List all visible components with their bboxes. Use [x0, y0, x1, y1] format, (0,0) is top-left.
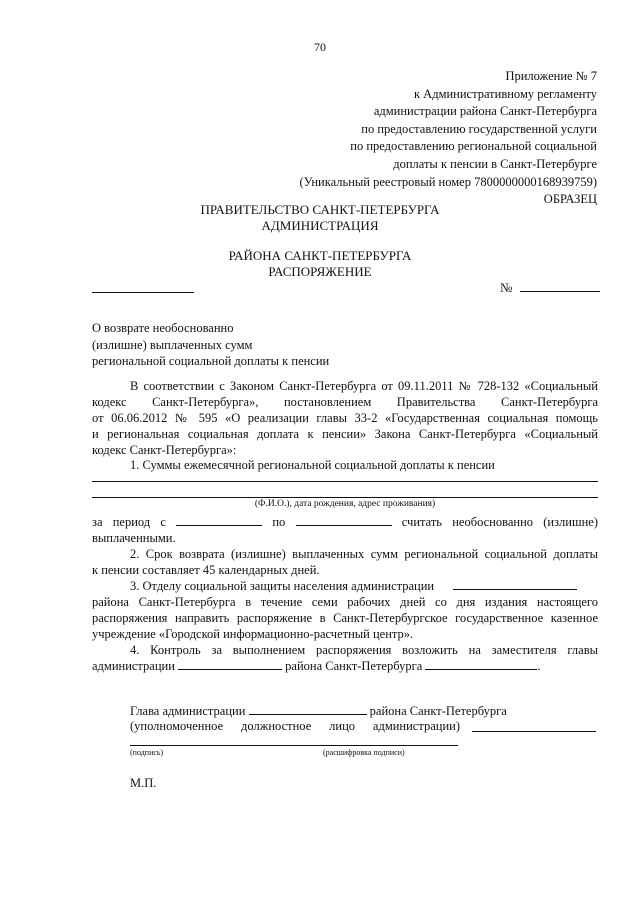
- authorized-person: (уполномоченное должностное лицо администрации): [130, 719, 460, 733]
- item4-district: района Санкт-Петербурга: [285, 659, 423, 673]
- period-end-line: [296, 514, 392, 526]
- seal-label: М.П.: [130, 776, 157, 790]
- appendix-header: [299, 68, 597, 209]
- fill-line: [249, 703, 367, 715]
- period-prefix: за период с: [92, 515, 166, 529]
- item3-line: учреждение «Городской информационно-расчетный центр».: [92, 627, 414, 641]
- item1-text: 1. Суммы ежемесячной региональной социальной доплаты к пенсии: [130, 458, 495, 472]
- page-number: 70: [314, 40, 326, 54]
- appendix-line: по предоставлению государственной услуги: [361, 121, 597, 136]
- item3-line: распоряжения направить распоряжение в Санкт-Петербургское государственное казенное: [92, 611, 598, 625]
- fill-line: [92, 481, 598, 482]
- item2-line: к пенсии составляет 45 календарных дней.: [92, 563, 320, 577]
- preamble-line: В соответствии с Законом Санкт-Петербурга от 09.11.2011 № 728-132 «Социальный: [130, 379, 598, 393]
- number-line: [520, 280, 600, 292]
- preamble-line: от 06.06.2012 № 595 «О реализации главы 33-2 «Государственная социальная помощь: [92, 411, 598, 425]
- doc-number: [500, 280, 600, 296]
- date-line: [92, 292, 194, 293]
- number-label: №: [500, 280, 513, 295]
- appendix-line: к Административному регламенту: [413, 86, 597, 101]
- item4-admin: администрации: [92, 659, 175, 673]
- preamble-line: и региональная социальная доплата к пенсии» Закона Санкт-Петербурга «Социальный: [92, 427, 598, 441]
- doc-type: РАСПОРЯЖЕНИЕ: [268, 264, 372, 279]
- period-suffix: считать необоснованно (излишне): [401, 515, 598, 529]
- subject-line: региональной социальной доплаты к пенсии: [92, 354, 330, 368]
- fill-line: [92, 497, 598, 498]
- head-label: Глава администрации: [130, 704, 246, 718]
- subject-line: О возврате необоснованно: [92, 321, 234, 335]
- registry-number: (Уникальный реестровый номер 7800000000168939759): [299, 174, 597, 189]
- subject-block: [92, 320, 329, 370]
- appendix-line: по предоставлению региональной социальной: [350, 139, 597, 154]
- subject-line: (излишне) выплаченных сумм: [92, 337, 253, 352]
- item3-text: 3. Отделу социальной защиты населения администрации: [130, 579, 435, 593]
- appendix-line: доплаты к пенсии в Санкт-Петербурге: [393, 156, 597, 171]
- item2-line: 2. Срок возврата (излишне) выплаченных сумм региональной социальной доплаты: [130, 547, 598, 561]
- item4-line: 4. Контроль за выполнением распоряжения возложить на заместителя главы: [130, 643, 598, 657]
- admin-title: АДМИНИСТРАЦИЯ: [261, 218, 379, 233]
- period-start-line: [176, 514, 262, 526]
- head-district: района Санкт-Петербурга: [369, 704, 507, 718]
- district-title: РАЙОНА САНКТ-ПЕТЕРБУРГА: [228, 248, 412, 263]
- fill-line: [425, 658, 537, 670]
- item3-line: района Санкт-Петербурга в течение семи рабочих дней со дня издания настоящего: [92, 595, 598, 609]
- signature-caption: (подпись): [130, 748, 164, 757]
- preamble-line: кодекс Санкт-Петербурга», постановлением Правительства Санкт-Петербурга: [92, 395, 598, 409]
- appendix-line: администрации района Санкт-Петербурга: [373, 104, 597, 119]
- item4-line2: администрации района Санкт-Петербурга .: [92, 659, 541, 673]
- decode-caption: (расшифровка подписи): [323, 748, 405, 757]
- signature-head-line: [130, 703, 507, 719]
- period-mid: по: [272, 515, 286, 529]
- fill-line: [453, 578, 577, 590]
- preamble-line: кодекс Санкт-Петербурга»:: [92, 443, 237, 457]
- appendix-line: Приложение № 7: [505, 69, 597, 83]
- item3-line: [92, 578, 598, 594]
- fill-line: [472, 731, 596, 732]
- sample-label: ОБРАЗЕЦ: [543, 192, 597, 207]
- item1-end: выплаченными.: [92, 531, 176, 545]
- fill-line: [178, 658, 282, 670]
- fio-caption: (Ф.И.О.), дата рождения, адрес проживания): [254, 499, 436, 509]
- period-line: [92, 514, 598, 530]
- gov-title: ПРАВИТЕЛЬСТВО САНКТ-ПЕТЕРБУРГА: [200, 202, 440, 217]
- signature-line: [130, 745, 458, 746]
